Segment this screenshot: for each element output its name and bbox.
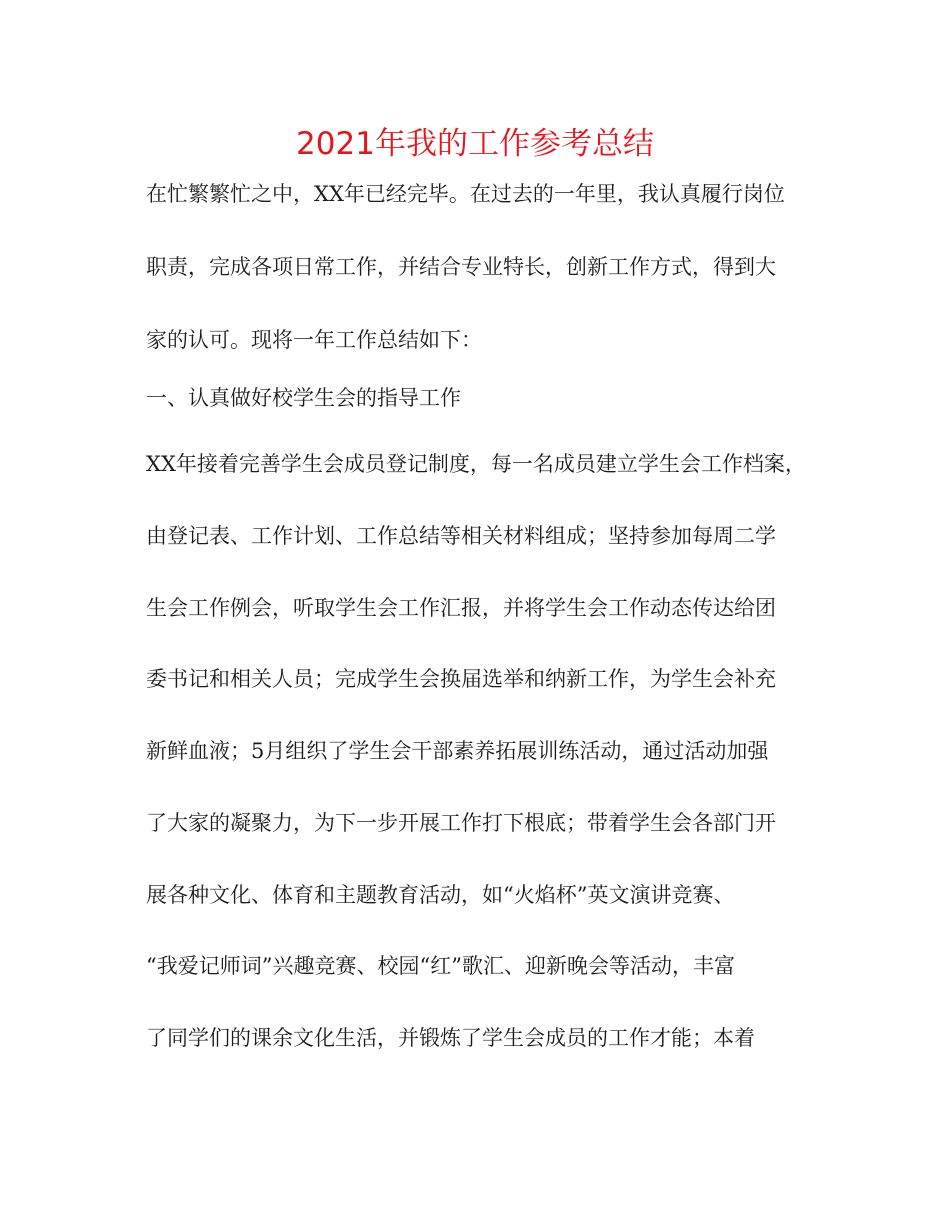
- paragraph-line: 了同学们的课余文化生活，并锻炼了学生会成员的工作才能；本着: [146, 1026, 755, 1050]
- paragraph-line: 新鲜血液；5月组织了学生会干部素养拓展训练活动，通过活动加强: [146, 739, 769, 763]
- paragraph-line: 生会工作例会，听取学生会工作汇报，并将学生会工作动态传达给团: [146, 596, 776, 620]
- paragraph-line: 展各种文化、体育和主题教育活动，如“火焰杯”英文演讲竞赛、: [146, 883, 735, 907]
- paragraph-line: 了大家的凝聚力，为下一步开展工作打下根底；带着学生会各部门开: [146, 811, 776, 835]
- paragraph-line: 在忙繁繁忙之中，XX年已经完毕。在过去的一年里，我认真履行岗位: [146, 182, 785, 206]
- document-title: 2021年我的工作参考总结: [296, 126, 654, 162]
- paragraph-line: 委书记和相关人员；完成学生会换届选举和纳新工作，为学生会补充: [146, 667, 776, 691]
- paragraph-line: 由登记表、工作计划、工作总结等相关材料组成；坚持参加每周二学: [146, 524, 776, 548]
- paragraph-line: 职责，完成各项日常工作，并结合专业特长，创新工作方式，得到大: [146, 255, 776, 279]
- paragraph-line: “我爱记师词”兴趣竞赛、校园“红”歌汇、迎新晚会等活动，丰富: [146, 954, 735, 978]
- section-heading: 一、认真做好校学生会的指导工作: [146, 386, 461, 410]
- paragraph-line: XX年接着完善学生会成员登记制度，每一名成员建立学生会工作档案，: [146, 452, 806, 476]
- paragraph-line: 家的认可。现将一年工作总结如下：: [146, 328, 482, 352]
